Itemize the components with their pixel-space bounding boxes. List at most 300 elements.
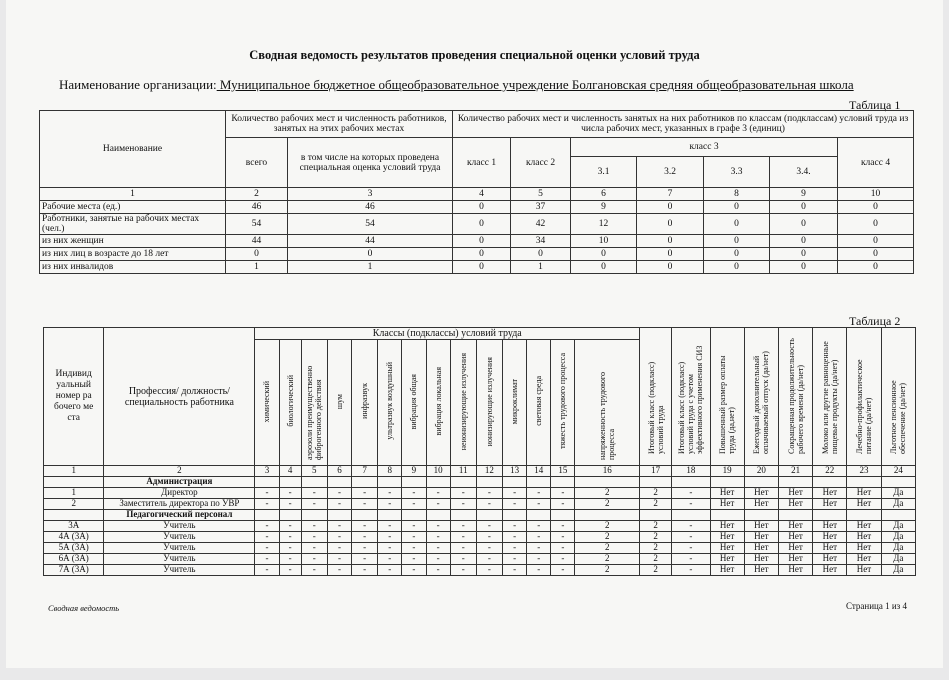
t2-header-factor-text: микроклимат: [510, 378, 520, 424]
t1-header-class1: класс 1: [453, 138, 511, 188]
t2-cell: 2: [575, 532, 640, 543]
t2-cell: -: [672, 554, 710, 565]
t2-section-blank: [672, 510, 710, 521]
t2-cell: -: [450, 532, 476, 543]
t2-cell: Да: [881, 543, 915, 554]
t1-cell: 1: [511, 261, 571, 274]
t2-column-number: 12: [476, 466, 502, 477]
t2-cell: -: [301, 565, 327, 576]
t2-header-extra: [881, 328, 915, 466]
t2-column-number: 24: [881, 466, 915, 477]
t2-profession: Заместитель директора по УВР: [104, 499, 255, 510]
t2-section-blank: [710, 510, 744, 521]
t2-cell: -: [672, 543, 710, 554]
t2-workplace-id: 6А (3А): [44, 554, 104, 565]
t2-section-title: Педагогический персонал: [104, 510, 255, 521]
t2-cell: Нет: [710, 488, 744, 499]
t2-cell: -: [255, 543, 279, 554]
t1-cell: 54: [288, 214, 453, 235]
t2-cell: -: [327, 543, 351, 554]
t2-cell: -: [426, 499, 450, 510]
t1-cell: 44: [226, 235, 288, 248]
t2-cell: Нет: [813, 488, 847, 499]
t2-workplace-id: 2: [44, 499, 104, 510]
t2-cell: Нет: [847, 532, 881, 543]
t2-cell: 2: [575, 565, 640, 576]
t2-cell: Нет: [744, 565, 778, 576]
t2-cell: -: [476, 488, 502, 499]
t1-cell: 0: [838, 214, 914, 235]
t2-section-row: [44, 510, 916, 521]
t2-cell: -: [426, 565, 450, 576]
t1-header-3-4: 3.4.: [770, 157, 838, 188]
t1-cell: 42: [511, 214, 571, 235]
t2-section-blank: [44, 510, 104, 521]
t2-cell: -: [279, 499, 301, 510]
t2-cell: 2: [640, 488, 672, 499]
t2-cell: -: [352, 488, 378, 499]
t2-cell: -: [503, 554, 527, 565]
t2-header-extra: [640, 328, 672, 466]
t2-cell: -: [255, 521, 279, 532]
t2-cell: Нет: [778, 565, 812, 576]
t2-section-blank: [426, 510, 450, 521]
t2-cell: -: [476, 532, 502, 543]
t1-row-label: Работники, занятые на рабочих местах (чел.): [40, 214, 226, 235]
t2-cell: -: [551, 521, 575, 532]
t2-column-number: 20: [744, 466, 778, 477]
t1-cell: 0: [770, 214, 838, 235]
t2-header-factor-text: инфразвук: [360, 383, 370, 420]
t1-cell: 0: [637, 201, 704, 214]
t2-cell: 2: [575, 499, 640, 510]
t2-cell: -: [327, 499, 351, 510]
t2-cell: -: [476, 565, 502, 576]
t2-header-classes: Классы (подклассы) условий труда: [255, 328, 640, 340]
t2-cell: -: [450, 488, 476, 499]
t2-profession: Директор: [104, 488, 255, 499]
t1-column-number: 7: [637, 188, 704, 201]
t1-cell: 0: [453, 214, 511, 235]
t1-header-assessed: в том числе на которых проведена специальная оценка условий труда: [288, 138, 453, 188]
t2-cell: Нет: [813, 543, 847, 554]
t2-workplace-id: 1: [44, 488, 104, 499]
t2-section-blank: [503, 510, 527, 521]
t2-cell: Нет: [710, 554, 744, 565]
t2-section-blank: [378, 510, 402, 521]
t1-cell: 34: [511, 235, 571, 248]
t2-cell: -: [301, 499, 327, 510]
t2-cell: Нет: [813, 521, 847, 532]
t2-section-blank: [710, 477, 744, 488]
t2-header-extra-text: Льготное пенсионное обеспечение (да/нет): [889, 380, 908, 455]
t2-cell: -: [378, 521, 402, 532]
t1-column-number: 5: [511, 188, 571, 201]
t1-row: [40, 261, 914, 274]
t2-cell: -: [402, 532, 426, 543]
t1-header-name: Наименование: [40, 111, 226, 188]
t1-cell: 44: [288, 235, 453, 248]
t1-cell: 0: [637, 235, 704, 248]
t2-header-factor-text: напряженность трудового процесса: [598, 372, 617, 461]
t2-cell: -: [426, 554, 450, 565]
t1-row-label: из них лиц в возрасте до 18 лет: [40, 248, 226, 261]
t2-header-extra-text: Сокращенная продолжительность рабочего времени (да/нет): [786, 338, 805, 455]
organization-line: [59, 77, 854, 93]
t2-header-extra-text: Ежегодный дополнительный оплачиваемый отпуск (да/нет): [752, 351, 771, 455]
t2-column-number: 14: [527, 466, 551, 477]
t2-section-blank: [813, 510, 847, 521]
t1-header-class4: класс 4: [838, 138, 914, 188]
t2-cell: Да: [881, 532, 915, 543]
t2-cell: -: [255, 499, 279, 510]
t2-column-number: 23: [847, 466, 881, 477]
t2-section-blank: [301, 477, 327, 488]
t1-column-number: 6: [571, 188, 637, 201]
t2-section-blank: [527, 510, 551, 521]
t2-cell: Нет: [847, 488, 881, 499]
t2-section-blank: [744, 477, 778, 488]
t2-cell: Нет: [710, 521, 744, 532]
t2-row: [44, 488, 916, 499]
t2-cell: -: [672, 499, 710, 510]
t1-cell: 0: [770, 248, 838, 261]
t2-section-blank: [551, 477, 575, 488]
t1-cell: 0: [770, 261, 838, 274]
t2-cell: Нет: [813, 554, 847, 565]
t2-section-blank: [476, 510, 502, 521]
t2-cell: Нет: [778, 532, 812, 543]
t2-header-factor-text: шум: [334, 393, 344, 409]
t2-cell: 2: [640, 554, 672, 565]
t2-column-number: 2: [104, 466, 255, 477]
t2-header-factor: [255, 340, 279, 466]
t2-cell: -: [352, 499, 378, 510]
t2-column-numbers: [44, 466, 916, 477]
t2-cell: -: [301, 521, 327, 532]
t2-cell: -: [279, 543, 301, 554]
t2-cell: -: [255, 532, 279, 543]
workplaces-table: [43, 327, 916, 576]
t2-section-blank: [476, 477, 502, 488]
t2-cell: -: [672, 532, 710, 543]
t2-column-number: 16: [575, 466, 640, 477]
t2-header-factor-text: биологический: [285, 375, 295, 428]
t2-cell: -: [476, 499, 502, 510]
t2-cell: -: [551, 488, 575, 499]
t2-header-factor: [352, 340, 378, 466]
t2-header-factor: [279, 340, 301, 466]
t1-cell: 0: [704, 248, 770, 261]
t2-cell: Нет: [710, 543, 744, 554]
t2-cell: -: [327, 488, 351, 499]
t2-section-blank: [778, 477, 812, 488]
t1-column-numbers: [40, 188, 914, 201]
t1-header-class2: класс 2: [511, 138, 571, 188]
t2-cell: Да: [881, 488, 915, 499]
t2-cell: -: [301, 532, 327, 543]
t2-cell: -: [527, 543, 551, 554]
t1-row: [40, 248, 914, 261]
t2-cell: -: [402, 499, 426, 510]
t2-workplace-id: 4А (3А): [44, 532, 104, 543]
t1-cell: 1: [288, 261, 453, 274]
summary-table: [39, 110, 914, 274]
document-page: [6, 0, 943, 668]
t2-header-factor: [476, 340, 502, 466]
t2-header-factor-text: вибрация локальная: [433, 367, 443, 436]
t2-header-prof: Профессия/ должность/ специальность работника: [104, 328, 255, 466]
t2-section-blank: [450, 477, 476, 488]
t2-cell: Нет: [710, 499, 744, 510]
t2-cell: -: [301, 554, 327, 565]
t2-cell: -: [279, 565, 301, 576]
t1-header-3-1: 3.1: [571, 157, 637, 188]
t1-cell: 0: [704, 235, 770, 248]
t2-cell: Нет: [847, 499, 881, 510]
t2-cell: -: [327, 565, 351, 576]
t2-cell: -: [378, 543, 402, 554]
t2-cell: Нет: [744, 499, 778, 510]
t2-cell: Нет: [778, 554, 812, 565]
t2-cell: -: [426, 532, 450, 543]
t2-cell: -: [352, 532, 378, 543]
t1-cell: 12: [571, 214, 637, 235]
t1-cell: 0: [637, 214, 704, 235]
t2-column-number: 22: [813, 466, 847, 477]
t2-cell: Да: [881, 554, 915, 565]
t2-section-blank: [527, 477, 551, 488]
t2-cell: -: [672, 521, 710, 532]
t1-column-number: 2: [226, 188, 288, 201]
t2-cell: Нет: [778, 499, 812, 510]
t2-cell: -: [476, 543, 502, 554]
t2-cell: -: [450, 565, 476, 576]
t2-row: [44, 554, 916, 565]
t2-cell: 2: [640, 521, 672, 532]
t2-cell: -: [551, 554, 575, 565]
t2-cell: Нет: [813, 565, 847, 576]
t2-cell: -: [378, 565, 402, 576]
t1-row: [40, 235, 914, 248]
t2-profession: Учитель: [104, 532, 255, 543]
t2-cell: -: [255, 554, 279, 565]
t2-column-number: 4: [279, 466, 301, 477]
t2-section-blank: [847, 510, 881, 521]
footer-document-name: Сводная ведомость: [48, 603, 120, 613]
t1-header-classes: Количество рабочих мест и численность занятых на них работников по классам (подклассам) условий труда из числа рабочих мест, указанных в графе 3 (единиц): [453, 111, 914, 138]
t2-cell: -: [402, 554, 426, 565]
t1-header-class3: класс 3: [571, 138, 838, 157]
t2-cell: -: [402, 521, 426, 532]
t1-cell: 0: [838, 235, 914, 248]
t2-column-number: 6: [327, 466, 351, 477]
t2-cell: Нет: [813, 532, 847, 543]
t2-cell: -: [450, 521, 476, 532]
t2-header-factor: [327, 340, 351, 466]
t2-section-blank: [352, 477, 378, 488]
t2-cell: -: [551, 499, 575, 510]
t2-cell: -: [426, 521, 450, 532]
t2-profession: Учитель: [104, 554, 255, 565]
t2-cell: -: [402, 543, 426, 554]
t2-cell: Нет: [847, 521, 881, 532]
t2-cell: 2: [575, 543, 640, 554]
t2-cell: -: [378, 532, 402, 543]
t2-cell: -: [378, 499, 402, 510]
t2-header-extra-text: Итоговый класс (подкласс) условий труда с учетом эффективного применения СИЗ: [677, 345, 705, 455]
t1-cell: 0: [453, 261, 511, 274]
t2-section-blank: [778, 510, 812, 521]
t2-cell: -: [352, 521, 378, 532]
t2-header-factor: [551, 340, 575, 466]
t2-section-blank: [44, 477, 104, 488]
t1-row-label: из них инвалидов: [40, 261, 226, 274]
t2-section-blank: [279, 510, 301, 521]
t2-cell: 2: [575, 488, 640, 499]
t1-cell: 0: [571, 261, 637, 274]
t2-profession: Учитель: [104, 543, 255, 554]
t2-section-blank: [847, 477, 881, 488]
t2-cell: -: [476, 521, 502, 532]
t2-column-number: 7: [352, 466, 378, 477]
t1-cell: 0: [704, 201, 770, 214]
t2-header-extra: [710, 328, 744, 466]
t2-cell: -: [527, 554, 551, 565]
t2-header-factor: [527, 340, 551, 466]
t2-section-blank: [744, 510, 778, 521]
t2-cell: -: [503, 499, 527, 510]
t2-cell: 2: [640, 543, 672, 554]
t2-header-factor: [402, 340, 426, 466]
t2-cell: -: [503, 521, 527, 532]
t1-header-total: всего: [226, 138, 288, 188]
t2-cell: -: [476, 554, 502, 565]
t2-column-number: 8: [378, 466, 402, 477]
t2-profession: Учитель: [104, 521, 255, 532]
t2-column-number: 9: [402, 466, 426, 477]
t1-cell: 46: [288, 201, 453, 214]
t2-cell: -: [255, 488, 279, 499]
t2-section-blank: [672, 477, 710, 488]
t2-header-factor-text: ультразвук воздушный: [385, 362, 395, 441]
t2-cell: -: [279, 488, 301, 499]
t2-cell: -: [672, 488, 710, 499]
t2-section-blank: [327, 510, 351, 521]
t2-header-extra-text: Молоко или другие равноценные пищевые продукты (да/нет): [820, 341, 839, 455]
t2-column-number: 11: [450, 466, 476, 477]
t2-section-blank: [402, 510, 426, 521]
t2-cell: Нет: [813, 499, 847, 510]
t2-cell: Нет: [744, 532, 778, 543]
t1-column-number: 10: [838, 188, 914, 201]
t2-cell: -: [327, 532, 351, 543]
t2-column-number: 5: [301, 466, 327, 477]
t1-header-count: Количество рабочих мест и численность работников, занятых на этих рабочих местах: [226, 111, 453, 138]
t2-section-blank: [402, 477, 426, 488]
t2-header-id-text: Индивидуальный номер рабочего места: [54, 369, 94, 423]
t2-section-blank: [426, 477, 450, 488]
t1-header-3-2: 3.2: [637, 157, 704, 188]
t1-cell: 9: [571, 201, 637, 214]
t2-cell: -: [279, 554, 301, 565]
t2-cell: -: [402, 488, 426, 499]
t2-section-blank: [813, 477, 847, 488]
t2-section-blank: [640, 477, 672, 488]
t1-cell: 0: [453, 248, 511, 261]
t2-cell: -: [378, 488, 402, 499]
t2-cell: -: [279, 521, 301, 532]
t2-section-blank: [551, 510, 575, 521]
organization-label: Наименование организации:: [59, 77, 217, 92]
table1-caption: Таблица 1: [849, 98, 901, 112]
t1-header-3-3: 3.3: [704, 157, 770, 188]
t1-cell: 0: [637, 248, 704, 261]
t2-header-factor-text: аэрозоли преимущественно фиброгенного действия: [305, 366, 324, 461]
t1-cell: 0: [704, 261, 770, 274]
t1-cell: 54: [226, 214, 288, 235]
t2-cell: 2: [575, 554, 640, 565]
t2-cell: -: [426, 488, 450, 499]
t2-row: [44, 565, 916, 576]
t2-cell: -: [255, 565, 279, 576]
t2-header-extra-text: Повышенный размер оплаты труда (да,нет): [718, 355, 737, 455]
t2-cell: -: [450, 543, 476, 554]
t2-cell: -: [301, 488, 327, 499]
t2-profession: Учитель: [104, 565, 255, 576]
t2-section-blank: [450, 510, 476, 521]
t1-cell: 0: [637, 261, 704, 274]
t2-cell: Нет: [847, 543, 881, 554]
t1-cell: 0: [838, 201, 914, 214]
t2-section-blank: [575, 477, 640, 488]
t2-section-blank: [352, 510, 378, 521]
t2-column-number: 1: [44, 466, 104, 477]
t2-header-extra: [778, 328, 812, 466]
t1-cell: 0: [838, 248, 914, 261]
footer-page-number: Страница 1 из 4: [846, 601, 907, 611]
t2-cell: Нет: [744, 488, 778, 499]
t2-header-factor: [378, 340, 402, 466]
t2-cell: Нет: [710, 532, 744, 543]
t2-section-blank: [327, 477, 351, 488]
t1-column-number: 8: [704, 188, 770, 201]
t2-cell: -: [426, 543, 450, 554]
t2-cell: -: [503, 543, 527, 554]
t1-column-number: 9: [770, 188, 838, 201]
t2-cell: -: [450, 499, 476, 510]
t2-header-factor-text: неионизирующие излучения: [458, 352, 468, 450]
t2-column-number: 3: [255, 466, 279, 477]
t2-cell: -: [352, 565, 378, 576]
t2-header-factor-text: ионизирующие излучения: [484, 356, 494, 446]
t2-cell: Нет: [710, 565, 744, 576]
t2-cell: -: [503, 565, 527, 576]
t2-column-number: 21: [778, 466, 812, 477]
t2-cell: Нет: [744, 521, 778, 532]
t2-header-factor-text: световая среда: [534, 376, 544, 427]
t2-header-factor: [503, 340, 527, 466]
t2-cell: Нет: [847, 554, 881, 565]
t1-cell: 0: [226, 248, 288, 261]
t2-cell: -: [352, 543, 378, 554]
t1-cell: 0: [511, 248, 571, 261]
t2-cell: Нет: [778, 521, 812, 532]
t2-header-factor-text: тяжесть трудового процесса: [558, 353, 568, 450]
t2-column-number: 18: [672, 466, 710, 477]
t2-cell: Да: [881, 499, 915, 510]
t2-cell: -: [672, 565, 710, 576]
